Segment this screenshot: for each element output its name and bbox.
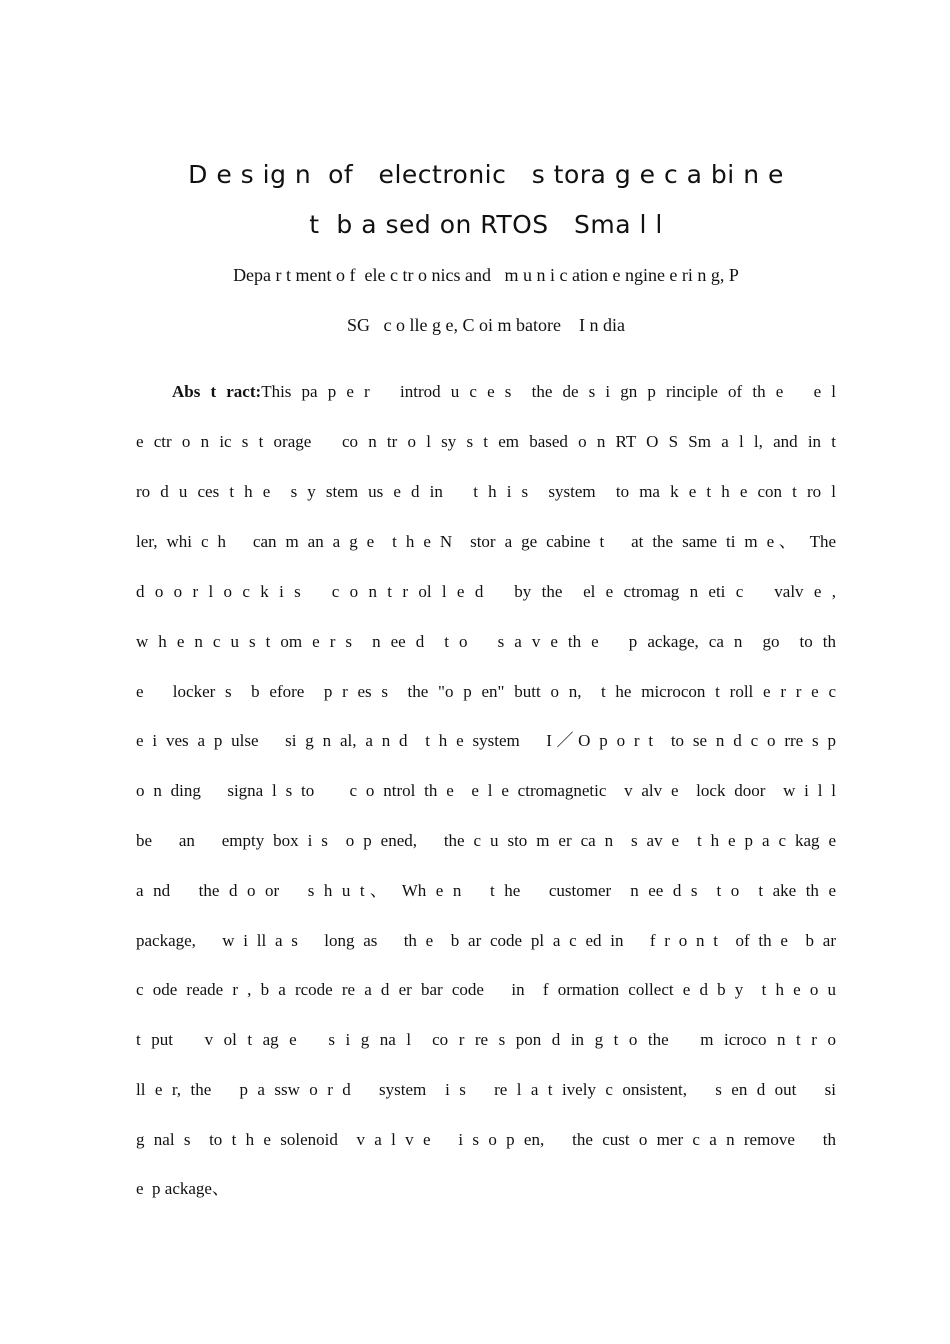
abstract-line: a nd the d o or s h u t、 Wh e n t he customer n ee d s t o t ake th e — [136, 881, 836, 900]
abstract-line: package, w i ll a s long as th e b ar code pl a c ed in f r o n t of th e b ar — [136, 931, 836, 950]
affiliation-line-2: SG c o lle g e, C oi m batore I n dia — [347, 315, 625, 335]
abstract-line: e ctr o n ic s t orage co n tr o l sy s t em based o n RT O S Sm a l l, and in t — [136, 432, 836, 451]
abstract-line: w h e n c u s t om e r s n ee d t o s a v e th e p ackage, ca n go to th — [136, 632, 836, 651]
abstract-line: o n ding signa l s to c o ntrol th e e l e ctromagnetic v alv e lock door w i l l — [136, 781, 836, 800]
abstract-line: ro d u ces t h e s y stem us e d in t h i s system to ma k e t h e con t ro l — [136, 482, 836, 501]
abstract-line: ler, whi c h can m an a g e t h e N stor a ge cabine t at the same ti m e、 The — [136, 532, 836, 551]
abstract-line: c ode reade r , b a rcode re a d er bar code in f ormation collect e d b y t h e o u — [136, 980, 836, 999]
abstract-line: d o o r l o c k i s c o n t r ol l e d by the el e ctromag n eti c valv e , — [136, 582, 836, 601]
abstract-line: e locker s b efore p r es s the "o p en" butt o n, t he microcon t roll e r r e c — [136, 682, 836, 701]
title-line-2: t b a sed on RTOS Sma l l — [309, 210, 663, 239]
abstract-line: g nal s to t h e solenoid v a l v e i s o p en, the cust o mer c a n remove th — [136, 1130, 836, 1149]
abstract-line: ll e r, the p a ssw o r d system i s re l a t ively c onsistent, s en d out si — [136, 1080, 836, 1099]
affiliation-line-1: Depa r t ment o f ele c tr o nics and m u n i c ation e ngine e ri n g, P — [233, 265, 739, 285]
title-line-1: D e s ig n of electronic s tora g e c a bi n e — [188, 160, 784, 189]
abstract-line — [136, 381, 836, 403]
abstract-line: be an empty box i s o p ened, the c u sto m er ca n s av e t h e p a c kag e — [136, 831, 836, 850]
abstract-label: Abs t ract: — [172, 382, 262, 401]
abstract-line: t put v ol t ag e s i g na l co r re s pon d in g t o the m icroco n t r o — [136, 1030, 836, 1049]
abstract-line-text: This pa p e r introd u c e s the de s i gn p rinciple of th e e l — [261, 382, 837, 401]
abstract-line: e p ackage、 — [136, 1179, 229, 1198]
abstract-line: e i ves a p ulse si g n al, a n d t h e system I／O p o r t to se n d c o rre s p — [136, 731, 836, 750]
